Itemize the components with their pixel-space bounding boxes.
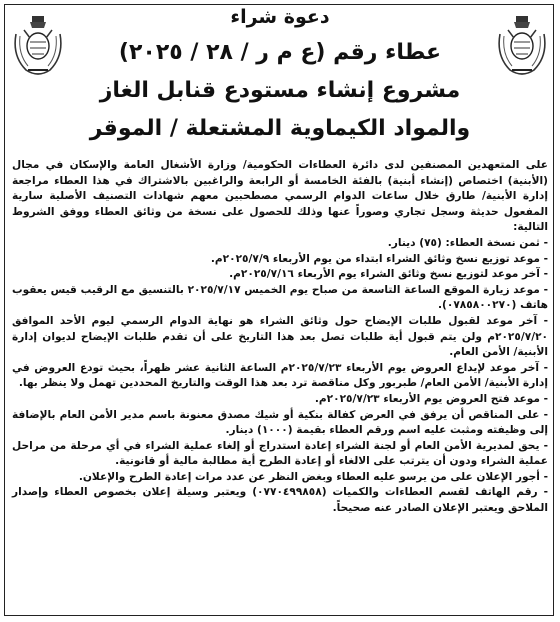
conditions-list [12,236,548,517]
condition-item: - يحق لمديرية الأمن العام أو لجنة الشراء إعادة استدراج أو إلغاء عملية الشراء في أي مرحلة من مراحل عملية الشراء ودون أن يترتب على الالغاء أو إعادة الطرح أية مطالبة مالية أو قانونية. [12,439,548,468]
project-name-line2: والمواد الكيماوية المشتعلة / الموقر [89,116,471,141]
ad-title: دعوة شراء [230,6,330,28]
condition-item: - موعد فتح العروض يوم الأربعاء ٢٠٢٥/٧/٢٣م. [314,392,548,405]
condition-item: - موعد زيارة الموقع الساعة التاسعة من صباح يوم الخميس ٢٠٢٥/٧/١٧ بالتنسيق مع الرقيب قيس يعقوب هاتف (٠٧٨٥٨٠٠٢٧٠). [12,283,548,312]
crest-emblem-left [10,12,66,78]
condition-item: - آخر موعد لتوزيع نسخ وثائق الشراء يوم الأربعاء ٢٠٢٥/٧/١٦م. [229,268,548,281]
condition-item: - ثمن نسخة العطاء: (٧٥) دينار. [387,236,548,249]
intro-paragraph: على المتعهدين المصنفين لدى دائرة العطاءات الحكومية/ وزارة الأشغال العامة والإسكان في مجال (الأبنية) اختصاص (إنشاء أبنية) بالفئة الخامسة أو الرابعة والراغبين بالاشتراك في هذا العطاء مراجعة إدارة الأبنية/ طارق خلال ساعات الدوام الرسمي مصطحبين معهم شهادات التصنيف الأصلية سارية المفعول حديثة وسجل تجاري وصوراً عنها وذلك للحصول على نسخة من وثائق العطاء ووفق الشروط التالية: [12,159,548,234]
condition-item: - آخر موعد لقبول طلبات الإيضاح حول وثائق الشراء هو نهاية الدوام الرسمي ليوم الأحد الموافق ٢٠٢٥/٧/٢٠م ولن يتم قبول أية طلبات تصل بعد هذا التاريخ على أن تقدم طلبات الإيضاح لديوان إدارة الأبنية/ الأمن العام. [12,314,548,359]
condition-item: - أجور الإعلان على من يرسو عليه العطاء وبغض النظر عن عدد مرات إعادة الطرح والإعلان. [78,470,548,483]
condition-item: - موعد توزيع نسخ وثائق الشراء ابتداء من يوم الأربعاء ٢٠٢٥/٧/٩م. [210,252,548,265]
crest-emblem-right [494,12,550,78]
condition-item: - آخر موعد لإيداع العروض يوم الأربعاء ٢٠٢٥/٧/٢٣م الساعة الثانية عشر ظهراً، بحيث تودع العروض في إدارة الأبنية/ الأمن العام/ طبربور وكل مناقصة ترد بعد هذا الوقت والتاريخ المحددين تهمل ولا ينظر بها. [12,361,548,390]
project-name-line1: مشروع إنشاء مستودع قنابل الغاز [99,78,461,103]
ad-body [12,158,548,517]
condition-item: - على المناقص أن يرفق في العرض كفالة بنكية أو شيك مصدق معنونة باسم مدير الأمن العام بالإضافة إلى وظيفته ومثبت عليه اسم ورقم العطاء بقيمة (١٠٠٠) دينار. [12,408,548,437]
tender-number: عطاء رقم (ع م ر / ٢٨ / ٢٠٢٥) [118,40,442,65]
condition-item: - رقم الهاتف لقسم العطاءات والكميات (٠٧٧٠٤٩٩٨٥٨) ويعتبر وسيلة إعلان بخصوص العطاء وإصدار الملاحق ويعتبر الإعلان الصادر عنه صحيحاً. [12,486,548,515]
